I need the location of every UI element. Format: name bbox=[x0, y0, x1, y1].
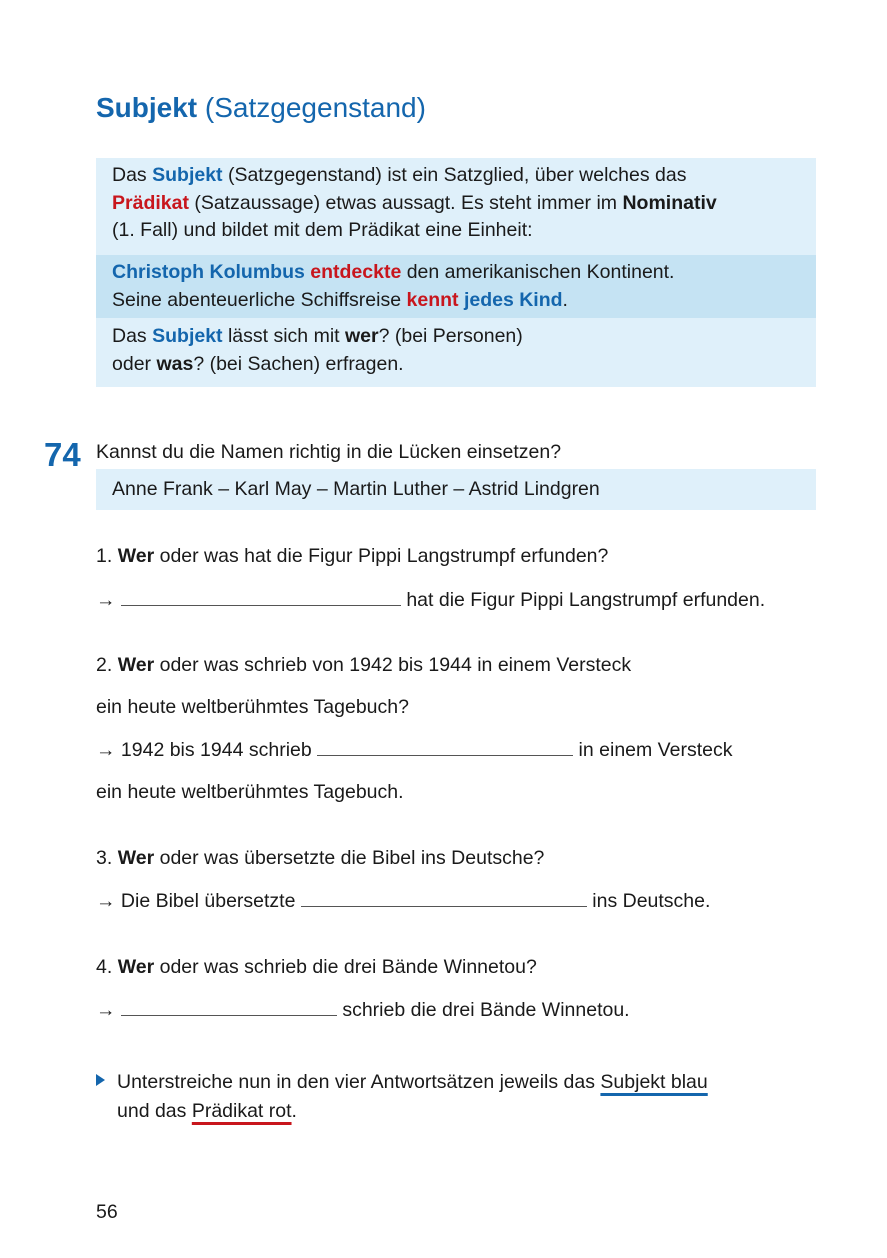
term-praedikat: Prädikat bbox=[112, 191, 189, 214]
answer-blank-3[interactable] bbox=[301, 886, 587, 907]
answer-blank-2[interactable] bbox=[317, 735, 573, 756]
question-1: 1. Wer oder was hat die Figur Pippi Langstrumpf erfunden? bbox=[96, 545, 609, 567]
question-4: 4. Wer oder was schrieb die drei Bände Winnetou? bbox=[96, 956, 537, 978]
answer-2-line-2: ein heute weltberühmtes Tagebuch. bbox=[96, 781, 404, 803]
info-box bbox=[96, 158, 816, 387]
term-nominativ: Nominativ bbox=[622, 191, 717, 214]
title-bold: Subjekt bbox=[96, 92, 198, 123]
underline-instruction: Unterstreiche nun in den vier Antwortsätzen jeweils das Subjekt blau und das Prädikat rot. bbox=[96, 1068, 708, 1126]
example-verb-2: kennt bbox=[406, 288, 459, 311]
example-verb-1: entdeckte bbox=[310, 261, 402, 283]
praedikat-rot: Prädikat rot bbox=[191, 1100, 292, 1122]
definition-text: Das Subjekt (Satzgegenstand) ist ein Satzglied, über welches das Prädikat (Satzaussage) etwas aussagt. Es steht immer im Nominativ (1. Fall) und bildet mit dem Prädikat eine Einheit: bbox=[112, 164, 717, 241]
answer-4: → schrieb die drei Bände Winnetou. bbox=[96, 995, 630, 1024]
question-2-line-2: ein heute weltberühmtes Tagebuch? bbox=[96, 696, 409, 718]
answer-1: → hat die Figur Pippi Langstrumpf erfunden. bbox=[96, 585, 765, 614]
example-sentences: Christoph Kolumbus entdeckte den amerikanischen Kontinent. Seine abenteuerliche Schiffsreise kennt jedes Kind. bbox=[96, 255, 816, 318]
exercise-number: 74 bbox=[44, 436, 81, 473]
example-subject-1: Christoph Kolumbus bbox=[112, 261, 305, 283]
names-box: Anne Frank – Karl May – Martin Luther – Astrid Lindgren bbox=[96, 469, 816, 510]
term-subjekt: Subjekt bbox=[152, 164, 223, 186]
page-number: 56 bbox=[96, 1201, 118, 1223]
triangle-bullet-icon bbox=[96, 1074, 105, 1086]
page-title bbox=[96, 88, 426, 128]
example-subject-2: jedes Kind bbox=[463, 288, 563, 311]
answer-blank-4[interactable] bbox=[121, 995, 337, 1016]
answer-blank-1[interactable] bbox=[121, 585, 401, 606]
subjekt-blau: Subjekt blau bbox=[600, 1071, 708, 1093]
question-hint: Das Subjekt lässt sich mit wer? (bei Personen) oder was? (bei Sachen) erfragen. bbox=[112, 325, 523, 375]
question-3: 3. Wer oder was übersetzte die Bibel ins Deutsche? bbox=[96, 847, 545, 869]
answer-3: → Die Bibel übersetzte ins Deutsche. bbox=[96, 886, 710, 915]
answer-2: → 1942 bis 1944 schrieb in einem Versteck bbox=[96, 735, 732, 764]
exercise-prompt: Kannst du die Namen richtig in die Lücken einsetzen? bbox=[96, 441, 562, 463]
question-2: 2. Wer oder was schrieb von 1942 bis 1944 in einem Versteck bbox=[96, 654, 632, 676]
title-regular: (Satzgegenstand) bbox=[204, 92, 426, 123]
